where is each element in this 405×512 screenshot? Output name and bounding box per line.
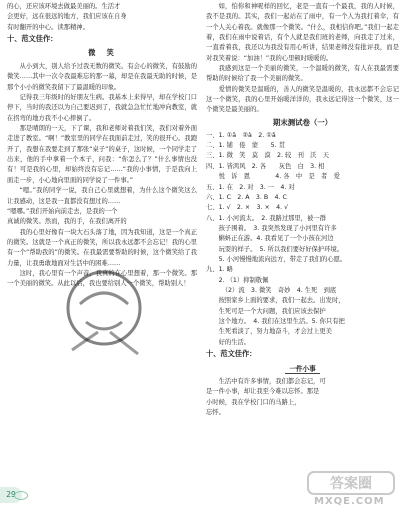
right-column [206,2,399,418]
text-line: 真诚的微笑。然而，我的手，在我们离开的 [7,218,127,226]
essay-title [206,363,399,375]
answer-line: 三、1. 微 笑 莫 漠 2. 较 刊 沃 天 [206,152,330,160]
section-heading: 十、范文佳作： [206,349,257,358]
essay-paragraph: 我感到这是一个美丽的微笑，一个温暖的微笑，有人在我最需要帮助的时候给了我一个美丽的微笑。 [206,65,399,83]
answer-line: 玩耍的样子。 5. 所以我们要好好保护环境。 [206,245,344,253]
essay-paragraph: 这时，我心里有一个声音，我真的在心里想着，那一个微笑。那一个美丽的微笑。从此以后，我也要给别人一个微笑，帮助别人！ [7,269,197,288]
answer-line: （2）流 3. 微笑 奇妙 4. 生死 到底 [206,286,337,294]
answer-line: 生死看淡了，努力地奋斗，才会过上更美 [206,328,332,336]
answer-line: 六、1. C 2. A 3. B 4. C [206,193,287,201]
answer-line: 五、1. 在 2. 对 3. 一 4. 对 [206,183,295,191]
page-tab-decoration [14,491,28,500]
essay-title: 微 笑 [88,48,116,58]
essay-paragraph: 记得我三年级时的好朋友生病。我基本上来得早，却在学校门口停下，当时的我还以为自己要迟到了，我就急急忙忙地冲向教室，就在拐弯的地方我不小心摔倒了。 [7,94,197,122]
answer-line: 孩子围着。 3. 我突然发现了小河里有许多 [206,224,337,232]
essay-paragraph: “嗯。”我的同学一说，我自己心里就想着，为什么这个微笑这么让我感动，这是我一直都没有想过的…… [7,187,197,205]
text-line: 会更好，远在很远的地方，我们应该在自身 [7,13,127,21]
text-line: “嗯哪。”我们开始向前走去，是我的一个 [7,207,118,215]
answer-line: 按照家乡上面的要求，我们一起去。出发时， [206,297,345,305]
essay-paragraph: 如，怕你和神呢样的回忆，老是一直有一个最我，我的人时候，我不是我的。其实，我们一起站在了雨中，有一个人为我打着伞，有一个人关心着我。就像那一个微笑。“什么，我相信你吧。”我们一起走着，我们在雨中说着话，有个人就是我们班的老师，向我走了过来，一直看着我，我还以为我没有用心听讲，结果老师没有批评我，而是对我笑着说：“加油！”我的心里顿时暖暖的。 [206,3,399,62]
text-line: 的心，还应该环境去做最美丽的。生活才 [7,3,121,10]
text-line: 小时候，我在学校门口的马路上， [206,398,301,406]
answer-line: 一、1. ①ā ②à 2. ①ǎ [206,131,276,139]
answer-line: 四、1. 皆鸿风 2. 各 灰色 白 3. 相 [206,162,325,170]
answer-line: 5. 小河慢慢地流向远方，带走了我们的心愿。 [206,255,347,263]
essay-paragraph: 从小到大，别人给予过我无数的微笑。有会心的微笑，有鼓励的微笑……其中一次令我最难忘的那一幕，却是在我最无助的时候，是那个小小的微笑我留下了最温暖的印象。 [7,63,197,91]
left-column [7,2,197,290]
text-line: 是一件小事，却让我至今难以忘怀。那是 [206,388,320,396]
answer-line: 好的生活。 [206,338,251,346]
page-number: 29 [0,487,22,503]
answer-line: 八、1. 小河流太。 2. 我路过那里，被一群 [206,214,326,222]
exam-title: 期末测试卷（一） [272,117,333,127]
brand-watermark-text: 答案圈 [330,476,372,492]
essay-paragraph: 爱情的微笑是温暖的，善人的微笑是温暖的，我永远都不会忘记这一个微笑，我的心里开始暖洋洋的，我永远记得这一个微笑，这一个微笑是最美丽的。 [206,85,399,114]
answer-line: 生死可是一个大问题，我们应该去保护 [206,307,326,315]
answer-line: 七、1. √ 2. × 3. × 4. √ [206,204,289,212]
text-line: 忘怀。 [206,409,225,417]
answer-line: 蝌蚪正在游。4. 我看见了一个小孩在河边 [206,235,334,243]
answer-line: 九、1. 略 [206,266,233,274]
text-line: 生活中有许多事情，我们都会忘记，可 [218,378,326,385]
brand-watermark-url: MXQE.COM [314,496,385,507]
text-line: 有时翻开的中心。读那精神。 [7,23,89,31]
essay-paragraph: 我的心里好像有一块大石头落了地，因为我知道，这是一个真正的微笑。这就是一个真正的微笑，所以我永远都不会忘记！我的心里有一个“帮助我的”的微笑。在我最需要帮助的时候，这个微笑给了我力量，让我勇敢地面对生活中的困难…… [7,228,197,267]
answer-line: 二、1. 铺 倦 蒙 5. 贯 [206,142,285,150]
answer-line: 悦 诉 恩 4. 各 中 是 者 爱 [206,173,340,181]
essay-title-text: 一件小事 [285,365,319,374]
essay-paragraph: 那是晴朗的一天，下了课，我和老师对着我们笑，我们对着外面走进了教室。“啊！”教室里的同学在我面前走过，笑的很开心。我跑开了，我想在我要走到了那张“桌子”的桌子，这时候，一个同学走了出来，他的手中拿着一个本子，问我：“你怎么了？”什么事情也没有！可是我的心里，却始终没有忘记……“我的小事情，于是我向上面走一步，小心地向里面的同学说了一件事。” [7,125,197,184]
section-heading: 十、范文佳作： [7,34,58,44]
answer-line: 这个地方。 4. 我们在这里生活。5. 你只有把 [206,317,345,325]
answer-line: 2. （1）抑制敬佩 [206,276,269,284]
